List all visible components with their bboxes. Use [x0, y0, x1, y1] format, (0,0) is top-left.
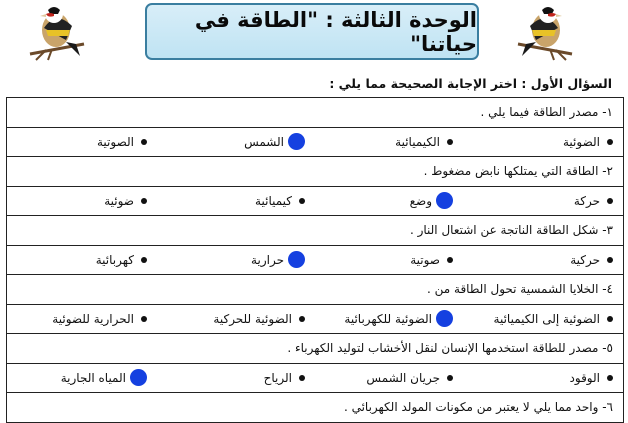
question-text: ١- مصدر الطاقة فيما يلي . [480, 105, 613, 120]
question-text: ٦- واحد مما يلي لا يعتبر من مكونات المولد الكهربائي . [343, 400, 613, 415]
goldfinch-bird-icon [512, 0, 576, 62]
answer-option-label: الضوئية للحركية [213, 311, 292, 326]
question-row [7, 157, 623, 187]
answer-option[interactable] [570, 246, 613, 274]
answer-option-label: الضوئية [563, 134, 600, 149]
answer-option[interactable] [52, 305, 147, 333]
answer-option-label: الوقود [569, 370, 600, 385]
question-row [7, 275, 623, 305]
answer-option-label: الصوتية [97, 134, 134, 149]
answer-option[interactable] [264, 364, 305, 392]
answer-option-label: جريان الشمس [366, 370, 440, 385]
options-row [7, 364, 623, 394]
answer-option-label: كهربائية [95, 252, 134, 267]
answer-option-label: المياه الجارية [60, 370, 126, 385]
bullet-icon [607, 198, 613, 204]
bullet-icon [141, 139, 147, 145]
selected-answer-circle-icon [436, 192, 453, 209]
bullet-icon [607, 139, 613, 145]
bullet-icon [299, 198, 305, 204]
answer-option[interactable] [574, 187, 613, 215]
answer-option-label: الضوئية للكهربائية [344, 311, 432, 326]
answer-option-label: صوتية [410, 252, 440, 267]
answer-option[interactable] [213, 305, 305, 333]
bullet-icon [447, 139, 453, 145]
answer-option[interactable] [563, 128, 613, 156]
question-text: ٤- الخلايا الشمسية تحول الطاقة من . [427, 282, 613, 297]
selected-answer-circle-icon [130, 369, 147, 386]
answer-option[interactable] [104, 187, 147, 215]
unit-title: الوحدة الثالثة : "الطاقة في حياتنا" [194, 7, 477, 56]
bullet-icon [141, 257, 147, 263]
answer-option[interactable] [96, 246, 147, 274]
selected-answer-circle-icon [288, 251, 305, 268]
answer-option[interactable] [61, 364, 147, 392]
answer-option[interactable] [410, 187, 453, 215]
answer-option-label: الكيميائية [395, 134, 440, 149]
bullet-icon [447, 257, 453, 263]
goldfinch-bird-icon [26, 0, 90, 62]
answer-option-label: الضوئية إلى الكيميائية [493, 311, 600, 326]
answer-option-label: كيميائية [255, 193, 292, 208]
question-row [7, 216, 623, 246]
answer-option[interactable] [494, 305, 613, 333]
answer-option-label: الرياح [263, 370, 292, 385]
answer-option-label: الشمس [244, 134, 284, 149]
answer-option-label: حركة [573, 193, 600, 208]
bullet-icon [299, 375, 305, 381]
header [0, 0, 628, 72]
answer-option-label: ضوئية [104, 193, 134, 208]
selected-answer-circle-icon [288, 133, 305, 150]
answer-option[interactable] [366, 364, 453, 392]
bullet-icon [299, 316, 305, 322]
bullet-icon [607, 375, 613, 381]
question-row [7, 334, 623, 364]
answer-option-label: الحرارية للضوئية [52, 311, 134, 326]
answer-option[interactable] [255, 187, 305, 215]
answer-option[interactable] [570, 364, 613, 392]
bullet-icon [141, 316, 147, 322]
question-text: ٢- الطاقة التي يمتلكها نابض مضغوط . [423, 164, 613, 179]
bullet-icon [607, 316, 613, 322]
answer-option[interactable] [344, 305, 453, 333]
answer-option[interactable] [97, 128, 147, 156]
options-row [7, 128, 623, 158]
question-row [7, 393, 623, 423]
question-text: ٥- مصدر للطاقة استخدمها الإنسان لنقل الأخشاب لتوليد الكهرباء . [287, 341, 613, 356]
answer-option-label: حرارية [251, 252, 284, 267]
bullet-icon [607, 257, 613, 263]
selected-answer-circle-icon [436, 310, 453, 327]
question-heading: السؤال الأول : اختر الإجابة الصحيحة مما يلي : [329, 76, 612, 91]
question-text: ٣- شكل الطاقة الناتجة عن اشتعال النار . [409, 223, 613, 238]
options-row [7, 246, 623, 276]
bullet-icon [447, 375, 453, 381]
question-row [7, 98, 623, 128]
answer-option[interactable] [244, 128, 305, 156]
answer-option[interactable] [395, 128, 453, 156]
bullet-icon [141, 198, 147, 204]
questions-grid [6, 97, 624, 423]
answer-option-label: وضع [409, 193, 432, 208]
unit-title-box [145, 3, 479, 60]
options-row [7, 187, 623, 217]
options-row [7, 305, 623, 335]
answer-option[interactable] [410, 246, 453, 274]
answer-option[interactable] [251, 246, 305, 274]
answer-option-label: حركية [570, 252, 600, 267]
